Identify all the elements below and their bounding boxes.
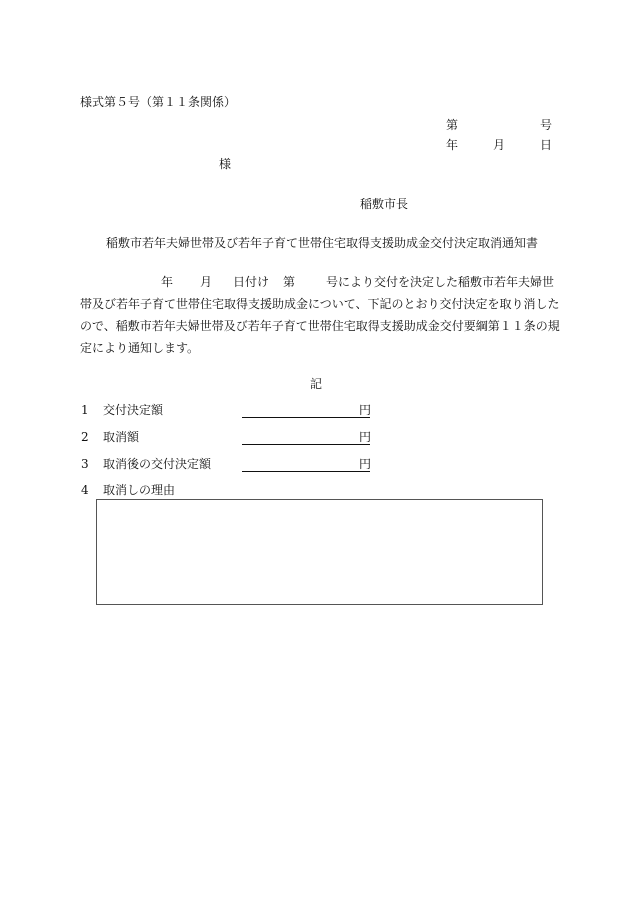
- reason-box[interactable]: [96, 499, 543, 605]
- body-line2: 帯及び若年子育て世帯住宅取得支援助成金について、下記のとおり交付決定を取り消した: [80, 297, 560, 311]
- item-label: 交付決定額: [103, 403, 164, 417]
- item-unit: 円: [359, 430, 372, 444]
- body-line1: 号により交付を決定した稲敷市若年夫婦世: [326, 275, 555, 289]
- body-year: 年: [161, 275, 174, 289]
- body-number-prefix: 第: [283, 275, 296, 289]
- issuer: 稲敷市長: [360, 197, 409, 211]
- body-line3: ので、稲敷市若年夫婦世帯及び若年子育て世帯住宅取得支援助成金交付要綱第１１条の規: [80, 319, 560, 333]
- addressee-suffix: 様: [219, 157, 232, 171]
- body-dated: 日付け: [233, 275, 270, 289]
- item-label: 取消額: [103, 430, 140, 444]
- amount-field-line[interactable]: [242, 417, 370, 418]
- item-number: 2: [81, 430, 89, 444]
- document-title: 稲敷市若年夫婦世帯及び若年子育て世帯住宅取得支援助成金交付決定取消通知書: [106, 236, 539, 250]
- body-line4: 定により通知します。: [80, 341, 200, 355]
- amount-field-line[interactable]: [242, 471, 370, 472]
- item-unit: 円: [359, 457, 372, 471]
- item-number: 3: [81, 457, 89, 471]
- item-unit: 円: [359, 403, 372, 417]
- item-number: 4: [81, 483, 89, 497]
- item-label: 取消後の交付決定額: [103, 457, 212, 471]
- date-day: 日: [540, 138, 553, 152]
- date-month: 月: [493, 138, 506, 152]
- amount-field-line[interactable]: [242, 444, 370, 445]
- date-year: 年: [446, 138, 459, 152]
- item-label: 取消しの理由: [103, 483, 176, 497]
- ki-heading: 記: [310, 377, 323, 391]
- form-number: 様式第５号（第１１条関係）: [80, 95, 237, 109]
- doc-number-suffix: 号: [540, 118, 553, 132]
- body-month: 月: [200, 275, 213, 289]
- doc-number-prefix: 第: [446, 118, 459, 132]
- item-number: 1: [81, 403, 89, 417]
